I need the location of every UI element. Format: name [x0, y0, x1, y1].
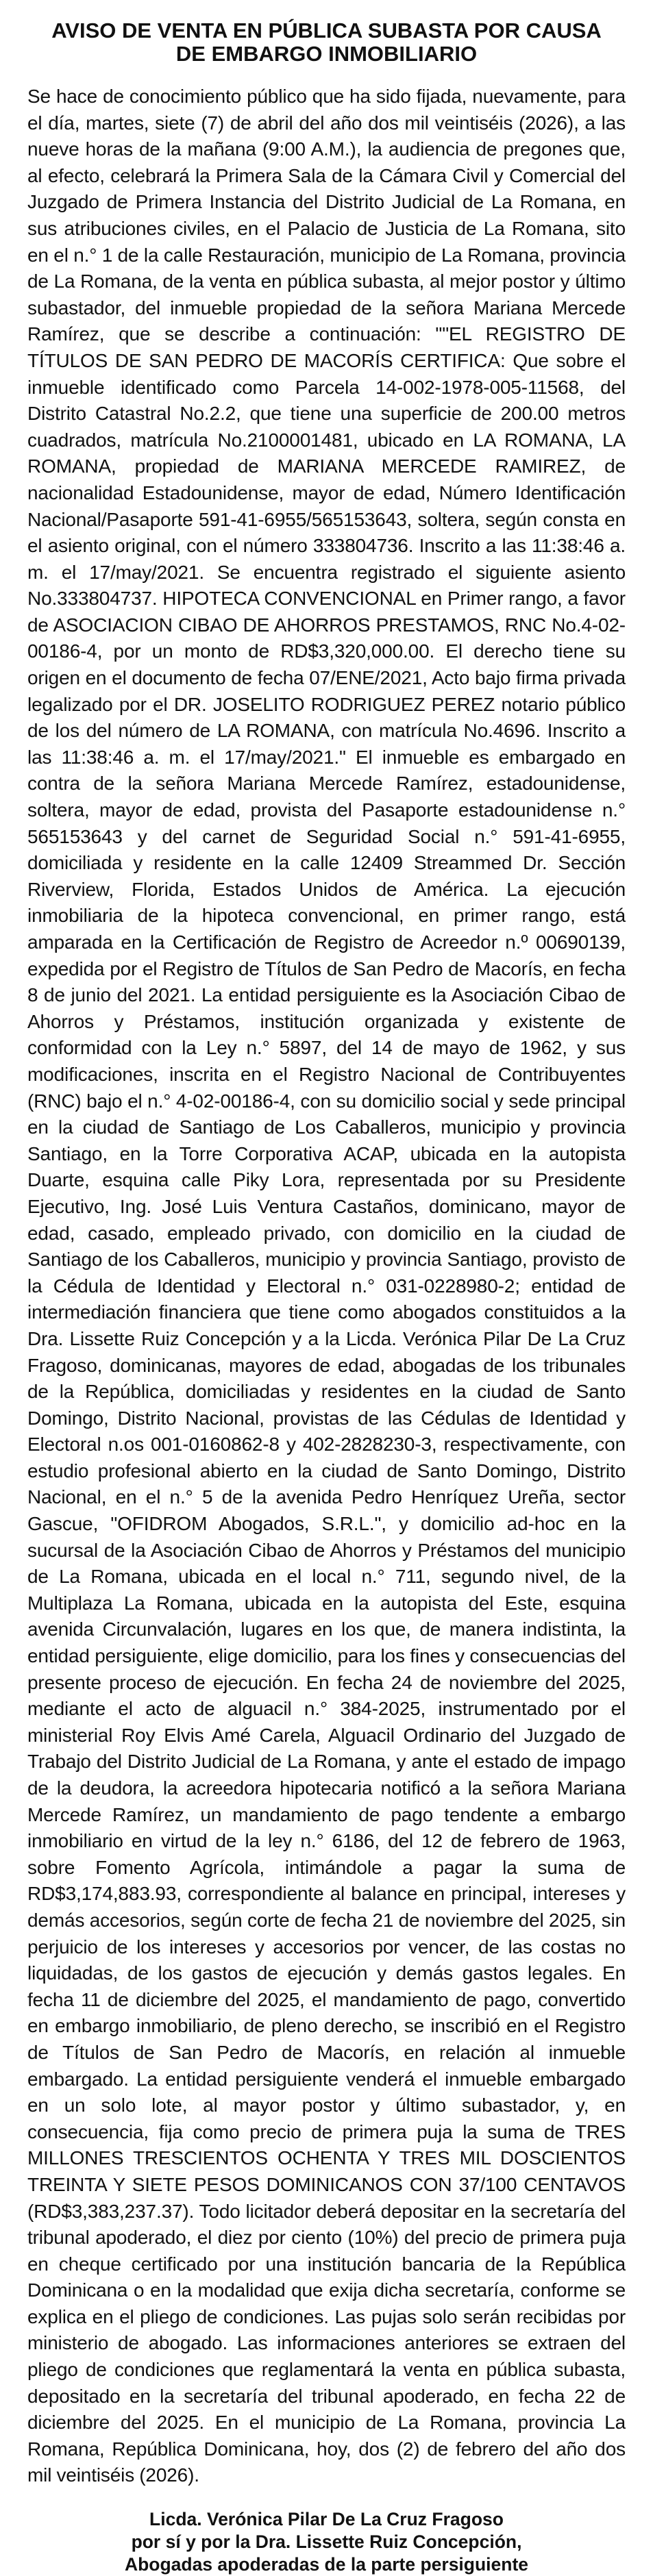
notice-title-line-1: AVISO DE VENTA EN PÚBLICA SUBASTA POR CAUSA: [51, 18, 602, 42]
notice-title: [27, 19, 626, 66]
signature-line-2: por sí y por la Dra. Lissette Ruiz Concepción,: [131, 2531, 522, 2553]
signature-line-1: Licda. Verónica Pilar De La Cruz Fragoso: [149, 2509, 504, 2530]
signature-block: [27, 2508, 626, 2576]
notice-title-line-2: DE EMBARGO INMOBILIARIO: [175, 42, 478, 66]
notice-body: Se hace de conocimiento público que ha sido fijada, nuevamente, para el día, martes, siete (7) de abril del año dos mil veintiséis (2026), a las nueve horas de la mañana (9:00 A.M.), la audiencia de pregones que, al efecto, celebrará la Primera Sala de la Cámara Civil y Comercial del Juzgado de Primera Instancia del Distrito Judicial de La Romana, en sus atribuciones civiles, en el Palacio de Justicia de La Romana, sito en el n.° 1 de la calle Restauración, municipio de La Romana, provincia de La Romana, de la venta en pública subasta, al mejor postor y último subastador, del inmueble propiedad de la señora Mariana Mercede Ramírez, que se describe a continuación: ""EL REGISTRO DE TÍTULOS DE SAN PEDRO DE MACORÍS CERTIFICA: Que sobre el inmueble identificado como Parcela 14-002-1978-005-11568, del Distrito Catastral No.2.2, que tiene una superficie de 200.00 metros cuadrados, matrícula No.2100001481, ubicado en LA ROMANA, LA ROMANA, propiedad de MARIANA MERCEDE RAMIREZ, de nacionalidad Estadounidense, mayor de edad, Número Identificación Nacional/Pasaporte 591-41-6955/565153643, soltera, según consta en el asiento original, con el número 333804736. Inscrito a las 11:38:46 a. m. el 17/may/2021. Se encuentra registrado el siguiente asiento No.333804737. HIPOTECA CONVENCIONAL en Primer rango, a favor de ASOCIACION CIBAO DE AHORROS PRESTAMOS, RNC No.4-02-00186-4, por un monto de RD$3,320,000.00. El derecho tiene su origen en el documento de fecha 07/ENE/2021, Acto bajo firma privada legalizado por el DR. JOSELITO RODRIGUEZ PEREZ notario público de los del número de LA ROMANA, con matrícula No.4696. Inscrito a las 11:38:46 a. m. el 17/may/2021." El inmueble es embargado en contra de la señora Mariana Mercede Ramírez, estadounidense, soltera, mayor de edad, provista del Pasaporte estadounidense n.° 565153643 y del carnet de Seguridad Social n.° 591-41-6955, domiciliada y residente en la calle 12409 Streammed Dr. Sección Riverview, Florida, Estados Unidos de América. La ejecución inmobiliaria de la hipoteca convencional, en primer rango, está amparada en la Certificación de Registro de Acreedor n.º 00690139, expedida por el Registro de Títulos de San Pedro de Macorís, en fecha 8 de junio del 2021. La entidad persiguiente es la Asociación Cibao de Ahorros y Préstamos, institución organizada y existente de conformidad con la Ley n.° 5897, del 14 de mayo de 1962, y sus modificaciones, inscrita en el Registro Nacional de Contribuyentes (RNC) bajo el n.° 4-02-00186-4, con su domicilio social y sede principal en la ciudad de Santiago de Los Caballeros, municipio y provincia Santiago, en la Torre Corporativa ACAP, ubicada en la autopista Duarte, esquina calle Piky Lora, representada por su Presidente Ejecutivo, Ing. José Luis Ventura Castaños, dominicano, mayor de edad, casado, empleado privado, con domicilio en la ciudad de Santiago de los Caballeros, municipio y provincia Santiago, provisto de la Cédula de Identidad y Electoral n.° 031-0228980-2; entidad de intermediación financiera que tiene como abogados constituidos a la Dra. Lissette Ruiz Concepción y a la Licda. Verónica Pilar De La Cruz Fragoso, dominicanas, mayores de edad, abogadas de los tribunales de la República, domiciliadas y residentes en la ciudad de Santo Domingo, Distrito Nacional, provistas de las Cédulas de Identidad y Electoral n.os 001-0160862-8 y 402-2828230-3, respectivamente, con estudio profesional abierto en la ciudad de Santo Domingo, Distrito Nacional, en el n.° 5 de la avenida Pedro Henríquez Ureña, sector Gascue, "OFIDROM Abogados, S.R.L.", y domicilio ad-hoc en la sucursal de la Asociación Cibao de Ahorros y Préstamos del municipio de La Romana, ubicada en el local n.° 711, segundo nivel, de la Multiplaza La Romana, ubicada en la autopista del Este, esquina avenida Circunvalación, lugares en los que, de manera indistinta, la entidad persiguiente, elige domicilio, para los fines y consecuencias del presente proceso de ejecución. En fecha 24 de noviembre del 2025, mediante el acto de alguacil n.° 384-2025, instrumentado por el ministerial Roy Elvis Amé Carela, Alguacil Ordinario del Juzgado de Trabajo del Distrito Judicial de La Romana, y ante el estado de impago de la deudora, la acreedora hipotecaria notificó a la señora Mariana Mercede Ramírez, un mandamiento de pago tendente a embargo inmobiliario en virtud de la ley n.° 6186, del 12 de febrero de 1963, sobre Fomento Agrícola, intimándole a pagar la suma de RD$3,174,883.93, correspondiente al balance en principal, intereses y demás accesorios, según corte de fecha 21 de noviembre del 2025, sin perjuicio de los intereses y accesorios por vencer, de las costas no liquidadas, de los gastos de ejecución y demás gastos legales. En fecha 11 de diciembre del 2025, el mandamiento de pago, convertido en embargo inmobiliario, de pleno derecho, se inscribió en el Registro de Títulos de San Pedro de Macorís, en relación al inmueble embargado. La entidad persiguiente venderá el inmueble embargado en un solo lote, al mayor postor y último subastador, y, en consecuencia, fija como precio de primera puja la suma de TRES MILLONES TRESCIENTOS OCHENTA Y TRES MIL DOSCIENTOS TREINTA Y SIETE PESOS DOMINICANOS CON 37/100 CENTAVOS (RD$3,383,237.37). Todo licitador deberá depositar en la secretaría del tribunal apoderado, el diez por ciento (10%) del precio de primera puja en cheque certificado por una institución bancaria de la República Dominicana o en la modalidad que exija dicha secretaría, conforme se explica en el pliego de condiciones. Las pujas solo serán recibidas por ministerio de abogado. Las informaciones anteriores se extraen del pliego de condiciones que reglamentará la venta en pública subasta, depositado en la secretaría del tribunal apoderado, en fecha 22 de diciembre del 2025. En el municipio de La Romana, provincia La Romana, República Dominicana, hoy, dos (2) de febrero del año dos mil veintiséis (2026).: [27, 86, 626, 2486]
legal-notice: [27, 19, 626, 2576]
signature-line-3: Abogadas apoderadas de la parte persiguiente: [124, 2554, 529, 2575]
